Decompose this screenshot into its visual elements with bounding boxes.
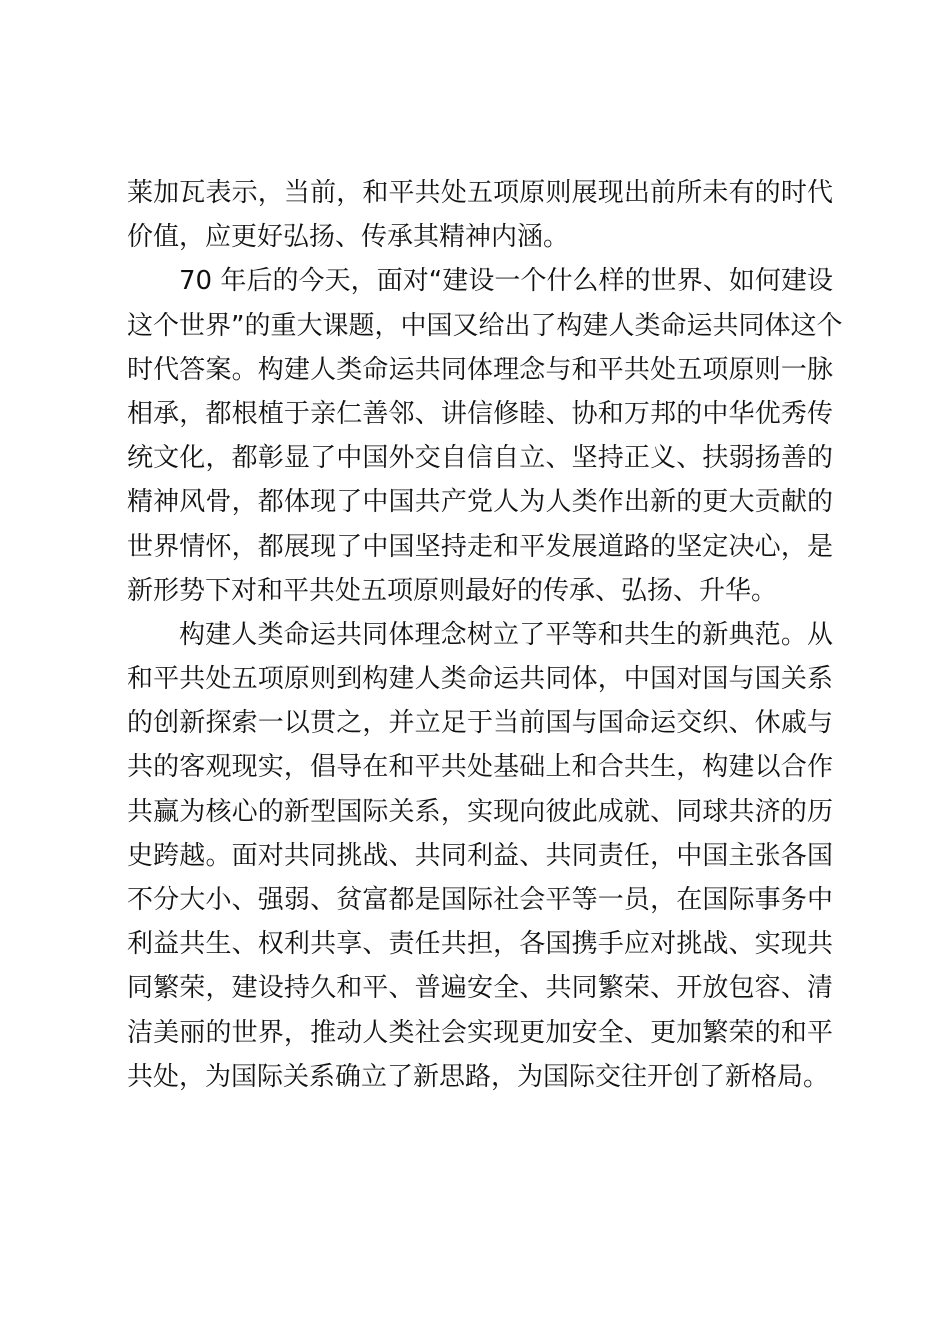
- paragraph-3-line-7: 不分大小、强弱、贫富都是国际社会平等一员，在国际事务中: [127, 885, 833, 915]
- paragraph-3-line-11: 共处，为国际关系确立了新思路，为国际交往开创了新格局。: [127, 1061, 830, 1092]
- paragraph-2-line-1: 70 年后的今天，面对“建设一个什么样的世界、如何建设: [179, 266, 833, 297]
- paragraph-3-line-10: 洁美丽的世界，推动人类社会实现更加安全、更加繁荣的和平: [127, 1017, 833, 1048]
- paragraph-3-line-9: 同繁荣，建设持久和平、普遍安全、共同繁荣、开放包容、清: [127, 973, 833, 1004]
- paragraph-2-line-7: 世界情怀，都展现了中国坚持走和平发展道路的坚定决心，是: [127, 531, 833, 562]
- paragraph-2-line-8: 新形势下对和平共处五项原则最好的传承、弘扬、升华。: [127, 575, 778, 606]
- paragraph-3-line-6: 史跨越。面对共同挑战、共同利益、共同责任，中国主张各国: [127, 840, 833, 871]
- paragraph-2-line-4: 相承，都根植于亲仁善邻、讲信修睦、协和万邦的中华优秀传: [127, 398, 833, 429]
- paragraph-2-line-6: 精神风骨，都体现了中国共产党人为人类作出新的更大贡献的: [127, 487, 833, 518]
- paragraph-2-line-2: 这个世界”的重大课题，中国又给出了构建人类命运共同体这个: [127, 310, 843, 341]
- body-text: [127, 171, 843, 1099]
- paragraph-2-line-5: 统文化，都彰显了中国外交自信自立、坚持正义、扶弱扬善的: [127, 443, 833, 474]
- paragraph-3-line-1: 构建人类命运共同体理念树立了平等和共生的新典范。从: [179, 619, 833, 650]
- paragraph-3-line-2: 和平共处五项原则到构建人类命运共同体，中国对国与国关系: [127, 664, 833, 695]
- paragraph-1-line-1: 莱加瓦表示，当前，和平共处五项原则展现出前所未有的时代: [127, 178, 833, 208]
- paragraph-3-line-8: 利益共生、权利共享、责任共担，各国携手应对挑战、实现共: [127, 929, 833, 960]
- paragraph-3-line-5: 共赢为核心的新型国际关系，实现向彼此成就、同球共济的历: [127, 796, 833, 827]
- paragraph-2-line-3: 时代答案。构建人类命运共同体理念与和平共处五项原则一脉: [127, 354, 833, 385]
- paragraph-3-line-3: 的创新探索一以贯之，并立足于当前国与国命运交织、休戚与: [127, 708, 833, 739]
- paragraph-3-line-4: 共的客观现实，倡导在和平共处基础上和合共生，构建以合作: [127, 752, 833, 783]
- paragraph-1-line-2: 价值，应更好弘扬、传承其精神内涵。: [127, 222, 570, 253]
